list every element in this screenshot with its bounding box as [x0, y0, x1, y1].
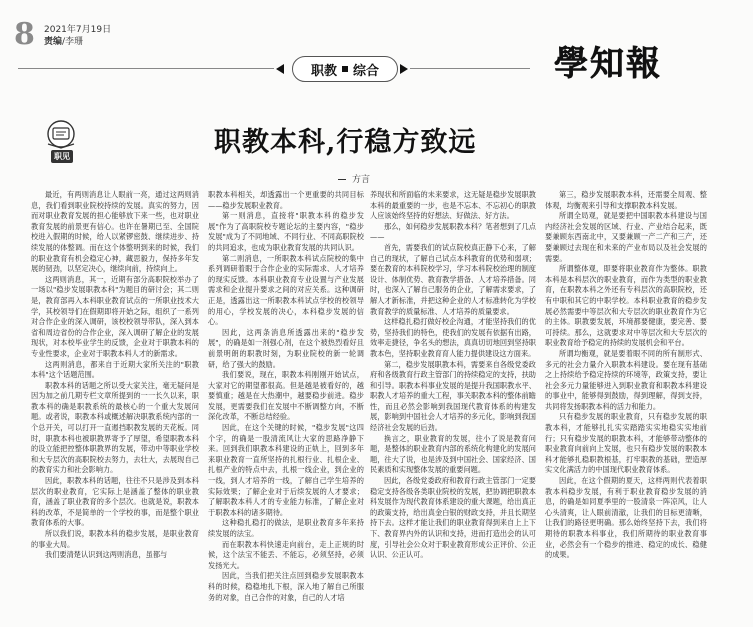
editor-name: 李珊: [65, 37, 84, 47]
paragraph: 第一则消息，直接将"职教本科的稳步发展"作为了高职院校专题论坛的主要内容，"稳步发展"成为了不同地域、不同行业、不同高职院校的共同追求，也成为职业教育发展的共同认识。: [208, 211, 364, 252]
editor-line: [44, 36, 111, 48]
separator-dot-icon: [342, 66, 348, 72]
paragraph: 养现状和所面临的未来要求，这无疑是稳步发展职教本科的最重要的一步，也是不忘本、不忘初心的职教人应该始终坚持的好想法、好做法、好方法。: [370, 190, 536, 221]
article-title: 职教本科,行稳方致远: [214, 127, 477, 158]
paragraph: 这两则消息，都来自于近期大家所关注的"职教本科"这个话题范围。: [31, 359, 199, 380]
paragraph: 最近，有两则消息让人眼前一亮，通过这两则消息，我们看到职业院校持续的发展。真实的努力，因而对职业教育发展的担心能够放下来一些，也对职业教育发展的前景更有信心。也许在暑期已至、全国院校进入假期的时候，给人以紧锣密鼓、继续进步、持续发展的体整调。而在这个体整明到来的时候，我们的职业教育有机会稳定心神，藏思毅力，保持多年发展的韧劲，以坚定决心，继续向前，持续向上。: [31, 190, 199, 274]
paragraph: 所以我们说，职教本科的稳步发展，是职业教育的事业大局。: [31, 529, 199, 549]
arrow-left-icon: [276, 64, 284, 74]
paragraph: 职教本科的话题之所以受大家关注，毫无疑问是因为加之前几期专栏文章所提到的一一长久以来，职教本科的确是职教系统的最核心的一个重大发展问题。或者说，职教本科或概述解决职教系统内部的一个总开关，可以打开一直遏挡职教发展的天花板。同时，职教本科也被职教界寄予了厚望，希望职教本科的设立能把控整体职教界的发展，带动中等职业学校和大专层次的高职院校去努力，去壮大，去展现自己的教育实力和社会影响力。: [31, 380, 199, 475]
paragraph: 只有稳步发展的职业教育，只有稳步发展的职教本科，才能够扎扎实实踏踏实实地稳实实地前行；只有稳步发展的职教本科，才能够带动整体的职业教育向前向上发展，也只有稳步发展的职教本科才能够扎稳职教根基，打牢职教的基础，塑造厚实文化满活力的中国现代职业教育体系。: [545, 412, 707, 475]
article-column-4: [545, 190, 707, 627]
paragraph: 职教本科相关，却透露出一个更重要的共同目标——稳步发展职业教育。: [208, 190, 364, 210]
paragraph: 这样稳扎稳打做好校企沟通，才能坚持我们的优势，坚持我们的特色，使我们的发展有依据有出路，效率走捷径，争名头的想法，真真切切地回到坚持职教本色，坚持职业教育育人能力提供建设这方面来。: [370, 317, 536, 358]
article-column-3: [370, 190, 536, 627]
editor-label: 责编: [44, 37, 63, 47]
paragraph: 这种稳扎稳打的做法，是职业教育多年来持续发展的法宝。: [208, 518, 364, 538]
paragraph: 换言之，职业教育的发展，往小了说是教育问题，是整体的职业教育内部的系统化构建化的发展问题，往大了说，也是涉及到中国社会、国家经济、国民素质和实现整体发展的重要问题。: [370, 433, 536, 475]
paragraph: 这两则消息，其一，近期有部分高职院校举办了一场以"稳步发展职教本科"为题目的研讨会；其二则是，教育部再入本科职业教育试点的一所职业技术大学，其校领导们在假期即将开始之际，组织了一系列对合作企业的深入调研，该校校领导带队，深入到本省和周边省份的合作企业，深入调研了解企业的发展现状，对本校毕业学生的反馈，企业对于职教本科的专业性要求，企业对于职教本科人才的新需求。: [31, 274, 199, 358]
paragraph: 所谓均衡观，就是要着眼不同的所有制形式、多元的社会力量介入职教本科建设。要在现有基础之上持续给予稳定持续的环境等，政策支持，要让社会多元力量能够进入到职业教育和职教本科建设的事业中，能够得到鼓励，得到理解，得到支持，共同将发扬职教本科的活力和能力。: [545, 348, 707, 411]
paragraph: 首先，需要我们的试点院校真正静下心来，了解自己的现状，了解自己试点本科教育的优势和弱项；要在教育的本科院校学习，学习本科院校治理的制度设计、体制优势、教育教学措备、人才培养措备。同时，也深入了解自己服务的企业，了解需求要求，了解人才新标准，并把这种企业的人才标准转化为学校教育教学的质量标准、人才培养的质量要求。: [370, 242, 536, 316]
paragraph: 因此，在这个假期的夏天，这样两则代表着职教本科稳步发展，有利于职业教育稳步发展的消息，的确是如同夏季里的一股清泉一阵凉风，让人心头清爽，让人眼前清澈，让我们的目标更清晰，让我们的路径更明确。那么始终坚持下去，我们将期待的职教本科事业，我们所期待的职业教育事业，必然会有一个稳步的推进、稳定的成长、稳健的成果。: [545, 476, 707, 560]
header-rule-left: [18, 68, 274, 69]
section-label-part1: 职教: [310, 63, 337, 79]
article-column-2: [208, 190, 364, 627]
issue-date: 2021年7月19日: [44, 25, 112, 35]
page-number: 8: [14, 17, 35, 52]
paragraph: 第二则消息，一所职教本科试点院校的集中系列调研着眼于合作企业的实际需求、人才培养的现实反馈。本科职业教育专业设置与产业发展需求和企业提升要求之间的对应关系。这种调研正是，透露出这一所职教本科试点学校的校领导的用心，学校发展的决心，本科稳步发展的信心。: [208, 253, 364, 327]
masthead-logo: 學知報: [554, 44, 662, 84]
header-rule-right: [410, 68, 530, 69]
section-label-part2: 综合: [353, 63, 380, 79]
paragraph: 那么，如何稳步发展职教本科？笔者想到了几点——: [370, 221, 536, 242]
paragraph: 因此，在这个关键的时候，"稳步发展"这四个字，的确是一股清流风让大家的思路净静下来。回到我们职教本科建设的正轨上，回到多年来职业教育一直所坚持的扎根行业、扎根企业、扎根产业的特点中去，扎根一线企业，到企业的一线，到人才培养的一线，了解自己学生培养的实际效果；了解企业对于后续发展的人才要求；了解职教本科人才的专业能力标准，了解企业对于职教本科的诸多期待。: [208, 423, 364, 517]
article-column-1: [31, 190, 199, 627]
header-meta: [44, 24, 111, 48]
paragraph: 我们要说，现在，职教本科刚刚开始试点，大家对它的期望都很高。但是越是被看好的，越要慎重；越是在大热潮中，越要稳步前进。稳步发展，更需要我们在发展中不断调整方向，不断深化改革，不断总结经验。: [208, 370, 364, 422]
paragraph: 第二，稳步发展职教本科，需要来自各级党委政府和各级教育行政主管部门的持续稳定的支持，扶助和引导。职教本科事业发展的是提升我国职教水平、职教人才培养的重大工程，事关职教本科的整体前瞻性，而且必然会影响到我国现代教育体系的构建发展，影响到中国社会人才培养的多元化，影响到我国经济社会发展的后劲。: [370, 359, 536, 433]
paragraph: 所谓全局观，就是要把中国职教本科建设与国内经济社会发展的区域、行业、产业结合起来，既要兼顾东西南北中，又要兼顾一产二产和三产，还要兼顾过去现在和未来的产业布局以及社会发展的需要。: [545, 211, 707, 263]
paragraph: 因此，当我们把关注点回到稳步发展职教本科的时候，稳稳地扎下根，深入地了解自己所服务的对象，自己合作的对象，自己的人才培: [208, 571, 364, 602]
editor-separator: /: [62, 37, 66, 47]
paragraph: 第三，稳步发展职教本科，还需要全局观、整体观，均衡观来引导和支撑职教本科发展。: [545, 190, 707, 210]
paragraph: 所谓整体观，即要将职业教育作为整体。职教本科是本科层次的职业教育，而作为类型的职业教育，在职教本科之外还有专科层次的高职院校，还有中职和其它的中职学校。本科职业教育的稳步发展必然需要中等层次和大专层次的职业教育作为它的主体。职教要发展，环境都要健康，要完善、要可持续。那么，这就要求对中等层次和大专层次的职业教育给予稳定的持续的发展机会和平台。: [545, 264, 707, 348]
paragraph: 因此，这两条消息所透露出来的"稳步发展"，的确是如一剂强心剂，在这个被热烈看好且前景明朗的职教时刻，为职业院校的新一轮调研，给了强大的鼓励。: [208, 327, 364, 369]
paragraph: 而在职教本科快速走向前台，走上正规的时候，这个法宝不能丢、不能忘，必须坚持，必须发扬光大。: [208, 539, 364, 570]
section-label: [292, 56, 398, 82]
paragraph: 因此，各级党委政府和教育行政主管部门一定要稳定支持各级各类职业院校的发展，把协调把职教本科发展作为现代教育体系建设的重大课题，给出真正的政策支持，给出真金白银的财政支持，并且长期坚持下去。这样才能让我们的职业教育得到来自上上下下、教育界内外的认识和支持，进而打造出会的认可度，引导社会公众对于职业教育形成公正评价、公正认识、公正认可。: [370, 476, 536, 560]
paragraph: 因此，职教本科的话题，往往不只是涉及到本科层次的职业教育，它实际上是涵盖了整体的职业教育，涵盖了职业教育的多个层次。也就是说，职教本科的改革，不是简单的一个学校的事，而是整个职业教育体系的大事。: [31, 476, 199, 528]
arrow-right-icon: [400, 64, 408, 74]
paragraph: 我们要清楚认识到这两则消息，虽都与: [45, 550, 168, 560]
column-label: 职见: [51, 150, 73, 163]
article-byline: 方言: [338, 172, 370, 185]
